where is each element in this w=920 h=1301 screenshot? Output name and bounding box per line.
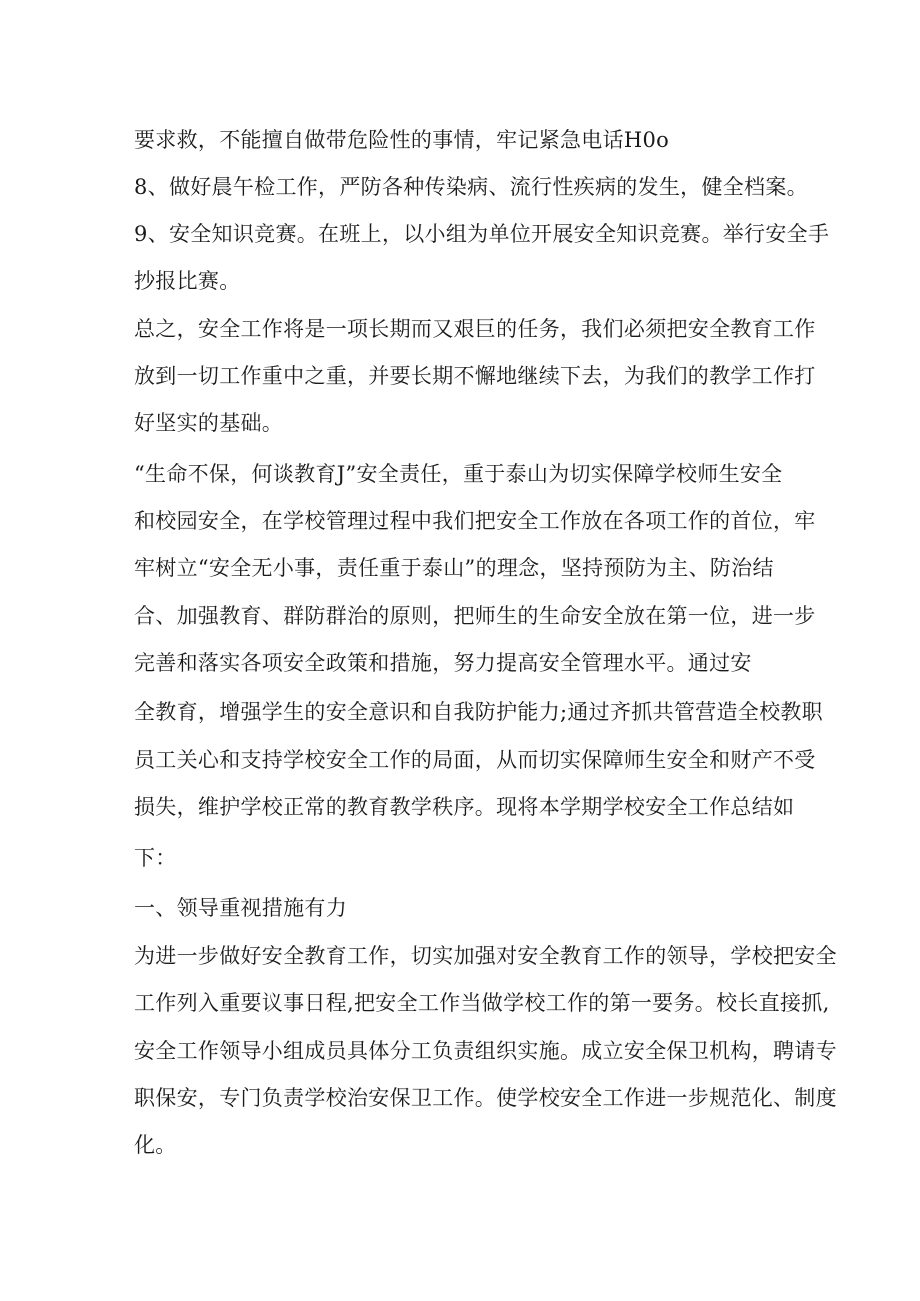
text-line: 为进一步做好安全教育工作，切实加强对安全教育工作的领导，学校把安全 [134, 944, 837, 968]
text-line: 完善和落实各项安全政策和措施，努力提高安全管理水平。通过安 [134, 651, 752, 675]
text-line: 9、安全知识竞赛。在班上，以小组为单位开展安全知识竞赛。举行安全手 [134, 222, 830, 246]
text-line: 牢树立“安全无小事，责任重于泰山”的理念，坚持预防为主、防治结 [134, 556, 774, 580]
text-line: 全教育，增强学生的安全意识和自我防护能力;通过齐抓共管营造全校教职 [134, 700, 823, 724]
text-line: 合、加强教育、群防群治的原则，把师生的生命安全放在第一位，进一步 [134, 604, 816, 628]
text-line: 损失，维护学校正常的教育教学秩序。现将本学期学校安全工作总结如 [134, 795, 795, 819]
text-line: 要求救，不能擅自做带危险性的事情，牢记紧急电话H0o [134, 128, 670, 152]
text-line: “生命不保，何谈教育J”安全责任，重于泰山为切实保障学校师生安全 [134, 462, 783, 486]
text-line: 总之，安全工作将是一项长期而又艰巨的任务，我们必须把安全教育工作 [134, 317, 816, 341]
text-line: 工作列入重要议事日程,把安全工作当做学校工作的第一要务。校长直接抓, [134, 991, 830, 1015]
text-line: 化。 [134, 1133, 177, 1157]
text-line: 8、做好晨午检工作，严防各种传染病、流行性疾病的发生，健全档案。 [134, 175, 808, 199]
text-line: 下： [134, 846, 177, 870]
text-line: 好坚实的基础。 [134, 411, 284, 435]
text-line: 职保安，专门负责学校治安保卫工作。使学校安全工作进一步规范化、制度 [134, 1086, 837, 1110]
section-heading: 一、领导重视措施有力 [134, 896, 347, 920]
text-line: 放到一切工作重中之重，并要长期不懈地继续下去，为我们的教学工作打 [134, 364, 816, 388]
text-line: 员工关心和支持学校安全工作的局面，从而切实保障师生安全和财产不受 [134, 748, 816, 772]
text-line: 和校园安全，在学校管理过程中我们把安全工作放在各项工作的首位，牢 [134, 509, 816, 533]
text-line: 安全工作领导小组成员具体分工负责组织实施。成立安全保卫机构，聘请专 [134, 1039, 837, 1063]
text-line: 抄报比赛。 [134, 269, 241, 293]
